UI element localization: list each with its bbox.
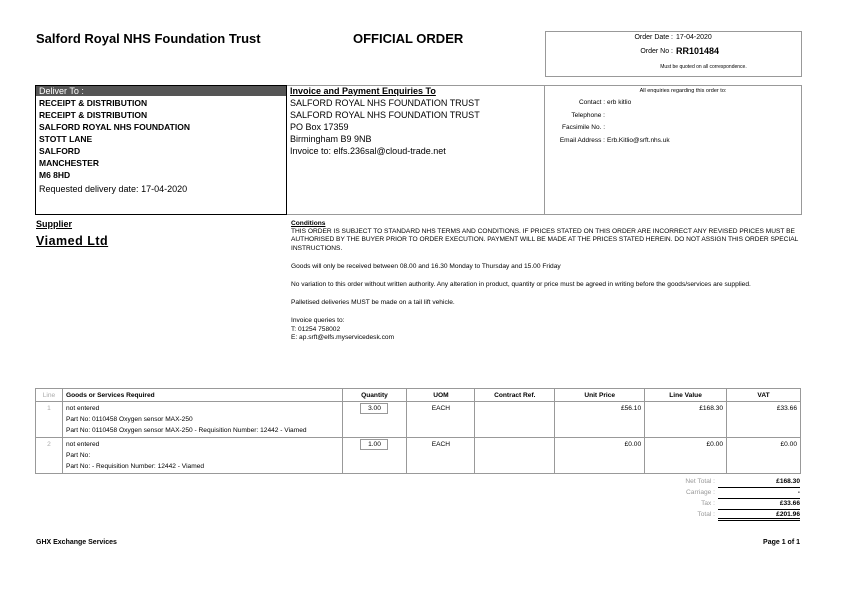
address-line: STOTT LANE [39, 134, 93, 144]
deliver-to-box [35, 85, 287, 215]
invoice-line: PO Box 17359 [290, 122, 349, 132]
table-row [36, 402, 801, 438]
totals-block [640, 477, 800, 521]
deliver-to-address [36, 96, 286, 182]
quantity-value: 1.00 [360, 439, 388, 450]
tax-value: £33.66 [718, 499, 800, 510]
contact-label: Contact : [578, 99, 605, 106]
address-line: SALFORD ROYAL NHS FOUNDATION [39, 122, 190, 132]
conditions-section [291, 220, 801, 342]
invoice-enquiries [290, 85, 540, 157]
total-value: £201.96 [718, 510, 800, 521]
net-total-value: £168.30 [718, 477, 800, 488]
unit-price-cell: £56.10 [555, 402, 645, 438]
description-line: not entered [65, 405, 100, 412]
supplier-heading: Supplier [36, 219, 73, 229]
condition-paragraph: No variation to this order without written authority. Any alteration in product, quantity or price must be agreed in writing before the goods/services are supplied. [291, 281, 751, 289]
contact-header: All enquiries regarding this order to: [639, 88, 727, 94]
uom-cell: EACH [407, 402, 475, 438]
description-line: Part No: [65, 452, 91, 459]
invoice-line: SALFORD ROYAL NHS FOUNDATION TRUST [290, 98, 480, 108]
document-title: OFFICIAL ORDER [353, 31, 464, 46]
invoice-line: Invoice to: elfs.236sal@cloud-trade.net [290, 146, 446, 156]
deliver-to-heading: Deliver To : [36, 86, 286, 96]
quantity-cell [342, 402, 407, 438]
invoice-queries-line: Invoice queries to: [291, 317, 345, 325]
order-note: Must be quoted on all correspondence. [660, 64, 747, 70]
address-line: M6 8HD [39, 170, 71, 180]
supplier-name: Viamed Ltd [36, 234, 109, 248]
total-label: Total : [697, 511, 715, 518]
col-header-line: Line [36, 389, 63, 402]
description-line: Part No: 0110458 Oxygen sensor MAX-250 [65, 416, 193, 423]
vat-cell: £0.00 [727, 438, 801, 474]
col-header-line-value: Line Value [645, 389, 727, 402]
quantity-cell [342, 438, 407, 474]
quantity-value: 3.00 [360, 403, 388, 414]
invoice-queries-line: T: 01254 758002 [291, 325, 341, 333]
contract-ref-cell [475, 402, 555, 438]
page-number: Page 1 of 1 [763, 539, 800, 546]
line-value-cell: £0.00 [645, 438, 727, 474]
contact-value: erb kitlio [607, 99, 632, 106]
table-header-row [36, 389, 801, 402]
requested-delivery-date: Requested delivery date: 17-04-2020 [39, 184, 188, 194]
order-no-label: Order No : [640, 48, 673, 55]
carriage-label: Carriage : [686, 489, 715, 496]
telephone-value [605, 110, 607, 123]
description-line: Part No: - Requisition Number: 12442 - Viamed [65, 463, 205, 470]
tax-label: Tax : [701, 500, 715, 507]
net-total-label: Net Total : [685, 478, 715, 485]
uom-cell: EACH [407, 438, 475, 474]
col-header-unit-price: Unit Price [555, 389, 645, 402]
line-number: 2 [36, 438, 63, 474]
contact-details [548, 85, 798, 147]
col-header-contract-ref: Contract Ref. [475, 389, 555, 402]
table-row [36, 438, 801, 474]
invoice-line: SALFORD ROYAL NHS FOUNDATION TRUST [290, 110, 480, 120]
carriage-value: - [718, 488, 800, 499]
condition-paragraph: Palletised deliveries MUST be made on a tail lift vehicle. [291, 299, 455, 307]
description-line: not entered [65, 441, 100, 448]
facsimile-value [605, 122, 607, 135]
line-number: 1 [36, 402, 63, 438]
vat-cell: £33.66 [727, 402, 801, 438]
item-description [62, 438, 342, 474]
invoice-line: Birmingham B9 9NB [290, 134, 372, 144]
address-line: SALFORD [39, 146, 81, 156]
order-date-label: Order Date : [634, 34, 673, 41]
conditions-heading: Conditions [291, 220, 326, 227]
col-header-quantity: Quantity [342, 389, 407, 402]
contract-ref-cell [475, 438, 555, 474]
order-info-box [545, 31, 802, 77]
item-description [62, 402, 342, 438]
col-header-vat: VAT [727, 389, 801, 402]
address-line: MANCHESTER [39, 158, 99, 168]
address-line: RECEIPT & DISTRIBUTION [39, 110, 148, 120]
footer-provider: GHX Exchange Services [36, 539, 117, 546]
condition-paragraph: Goods will only be received between 08.00 and 16.30 Monday to Thursday and 15.00 Friday [291, 262, 561, 270]
facsimile-label: Facsimile No. : [562, 124, 605, 131]
column-divider [544, 86, 545, 214]
invoice-queries-line: E: ap.srft@elfs.myservicedesk.com [291, 333, 395, 341]
invoice-heading: Invoice and Payment Enquiries To [290, 86, 436, 96]
order-number: RR101484 [676, 46, 720, 56]
col-header-goods: Goods or Services Required [62, 389, 342, 402]
email-value: Erb.Kitlio@srft.nhs.uk [607, 136, 670, 144]
line-value-cell: £168.30 [645, 402, 727, 438]
description-line: Part No: 0110458 Oxygen sensor MAX-250 - Requisition Number: 12442 - Viamed [65, 427, 307, 434]
col-header-uom: UOM [407, 389, 475, 402]
condition-paragraph: THIS ORDER IS SUBJECT TO STANDARD NHS TERMS AND CONDITIONS. IF PRICES STATED ON THIS ORDER ARE INCORRECT ANY REVISED PRICES MUST BE AUTHORISED BY THE BUYER PRIOR TO ORDER EXECUTION. PAYMENT WILL BE MADE AT THE PRICES STATED HEREIN. DO NOT ASSIGN THIS ORDER SPECIAL INSTRUCTIONS. [291, 228, 799, 252]
telephone-label: Telephone : [571, 111, 605, 119]
email-label: Email Address : [559, 136, 605, 144]
address-line: RECEIPT & DISTRIBUTION [39, 98, 148, 108]
order-date: 17-04-2020 [676, 34, 712, 41]
order-items-table [35, 388, 801, 474]
organisation-title: Salford Royal NHS Foundation Trust [36, 31, 261, 46]
unit-price-cell: £0.00 [555, 438, 645, 474]
